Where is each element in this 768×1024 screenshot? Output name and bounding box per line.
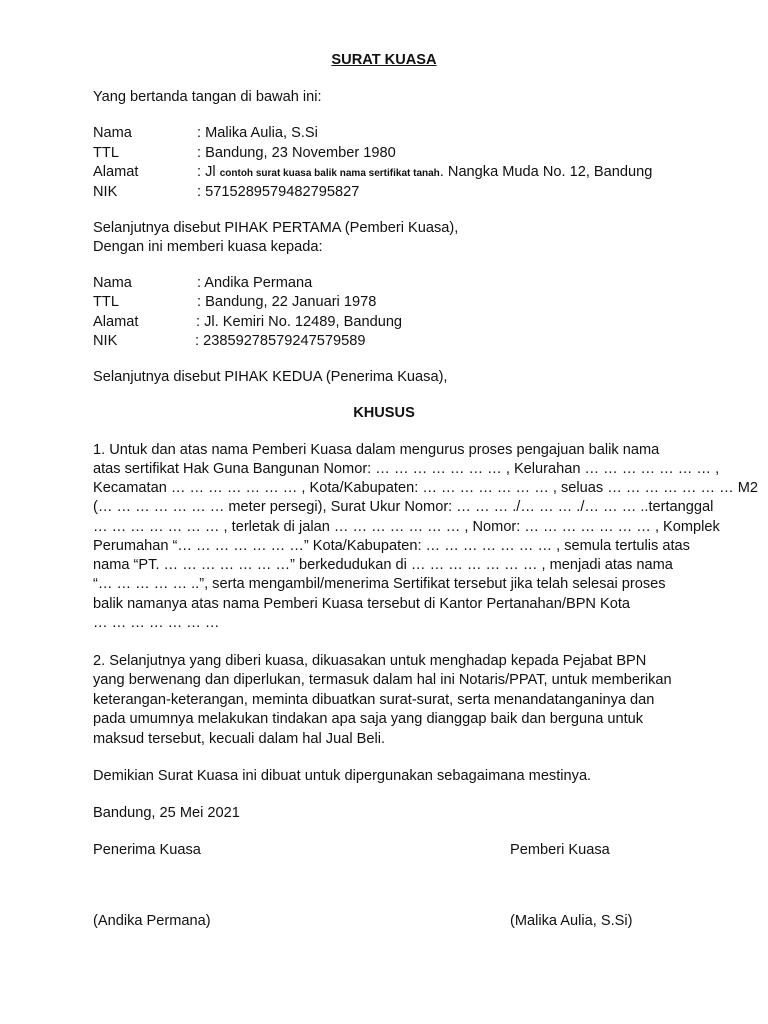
point1-line: atas sertifikat Hak Guna Bangunan Nomor: … … … … … … … , Kelurahan … … … … … … … , <box>93 461 720 477</box>
second-party-address-value: : Jl. Kemiri No. 12489, Bandung <box>196 314 403 330</box>
intro-text: Yang bertanda tangan di bawah ini: <box>93 89 322 105</box>
point2-line: keterangan-keterangan, meminta dibuatkan surat-surat, serta menandatanganinya dan <box>93 692 655 708</box>
grant-statement: Dengan ini memberi kuasa kepada: <box>93 239 323 255</box>
second-party-nik-row <box>93 332 365 351</box>
first-party-ttl-label: TTL <box>93 145 119 161</box>
first-party-nik-value: : 5715289579482795827 <box>197 184 360 200</box>
document-title: SURAT KUASA <box>331 52 437 68</box>
second-party-address-label: Alamat <box>93 314 139 330</box>
first-party-address-row <box>93 163 652 183</box>
point2-line: 2. Selanjutnya yang diberi kuasa, dikuasakan untuk menghadap kepada Pejabat BPN <box>93 653 647 669</box>
recipient-signature-name: (Andika Permana) <box>93 913 211 929</box>
first-party-name-label: Nama <box>93 125 132 141</box>
second-party-name-value: : Andika Permana <box>197 275 313 291</box>
first-party-address-prefix: : Jl <box>197 164 216 180</box>
first-party-ttl-row <box>93 144 396 163</box>
second-party-nik-label: NIK <box>93 333 118 349</box>
first-party-note: Selanjutnya disebut PIHAK PERTAMA (Pemberi Kuasa), <box>93 220 459 236</box>
recipient-role-label: Penerima Kuasa <box>93 842 201 858</box>
second-party-ttl-label: TTL <box>93 294 119 310</box>
point2-line: pada umumnya melakukan tindakan apa saja yang dianggap baik dan berguna untuk <box>93 711 644 727</box>
section-title: KHUSUS <box>353 405 415 421</box>
second-party-address-row <box>93 313 402 332</box>
grantor-role-label: Pemberi Kuasa <box>510 842 610 858</box>
second-party-ttl-row <box>93 293 376 312</box>
point2-line: maksud tersebut, kecuali dalam hal Jual Beli. <box>93 731 386 747</box>
point1-line: balik namanya atas nama Pemberi Kuasa tersebut di Kantor Pertanahan/BPN Kota <box>93 596 631 612</box>
second-party-nik-value: : 23859278579247579589 <box>195 333 366 349</box>
point1-line: “… … … … … ..”, serta mengambil/menerima Sertifikat tersebut jika telah selesai proses <box>93 576 666 592</box>
first-party-name-row <box>93 124 318 143</box>
first-party-name-value: : Malika Aulia, S.Si <box>197 125 318 141</box>
closing-statement: Demikian Surat Kuasa ini dibuat untuk dipergunakan sebagaimana mestinya. <box>93 768 592 784</box>
point1-line: … … … … … … … <box>93 615 220 631</box>
point1-line: … … … … … … … , terletak di jalan … … … … … … … , Nomor: … … … … … … … , Komplek <box>93 519 720 535</box>
second-party-name-row <box>93 274 312 293</box>
first-party-nik-label: NIK <box>93 184 118 200</box>
address-watermark-text: contoh surat kuasa balik nama sertifikat tanah <box>219 168 440 179</box>
first-party-ttl-value: : Bandung, 23 November 1980 <box>197 145 396 161</box>
point1-line: (… … … … … … … meter persegi), Surat Ukur Nomor: … … … ./… … … ./… … … ..tertanggal <box>93 499 714 515</box>
second-party-note: Selanjutnya disebut PIHAK KEDUA (Penerima Kuasa), <box>93 369 448 385</box>
point1-line: Kecamatan … … … … … … … , Kota/Kabupaten: … … … … … … … , seluas … … … … … … … M2 <box>93 480 759 496</box>
grantor-signature-name: (Malika Aulia, S.Si) <box>510 913 633 929</box>
place-date: Bandung, 25 Mei 2021 <box>93 805 240 821</box>
second-party-name-label: Nama <box>93 275 132 291</box>
point1-line: nama “PT. … … … … … … …” berkedudukan di … … … … … … … , menjadi atas nama <box>93 557 673 573</box>
point2-line: yang berwenang dan diperlukan, termasuk dalam hal ini Notaris/PPAT, untuk memberikan <box>93 672 672 688</box>
point1-line: 1. Untuk dan atas nama Pemberi Kuasa dalam mengurus proses pengajuan balik nama <box>93 442 660 458</box>
point1-line: Perumahan “… … … … … … …” Kota/Kabupaten: … … … … … … … , semula tertulis atas <box>93 538 690 554</box>
second-party-ttl-value: : Bandung, 22 Januari 1978 <box>197 294 377 310</box>
first-party-nik-row <box>93 183 359 202</box>
first-party-address-label: Alamat <box>93 164 139 180</box>
first-party-address-suffix: . Nangka Muda No. 12, Bandung <box>439 164 653 180</box>
